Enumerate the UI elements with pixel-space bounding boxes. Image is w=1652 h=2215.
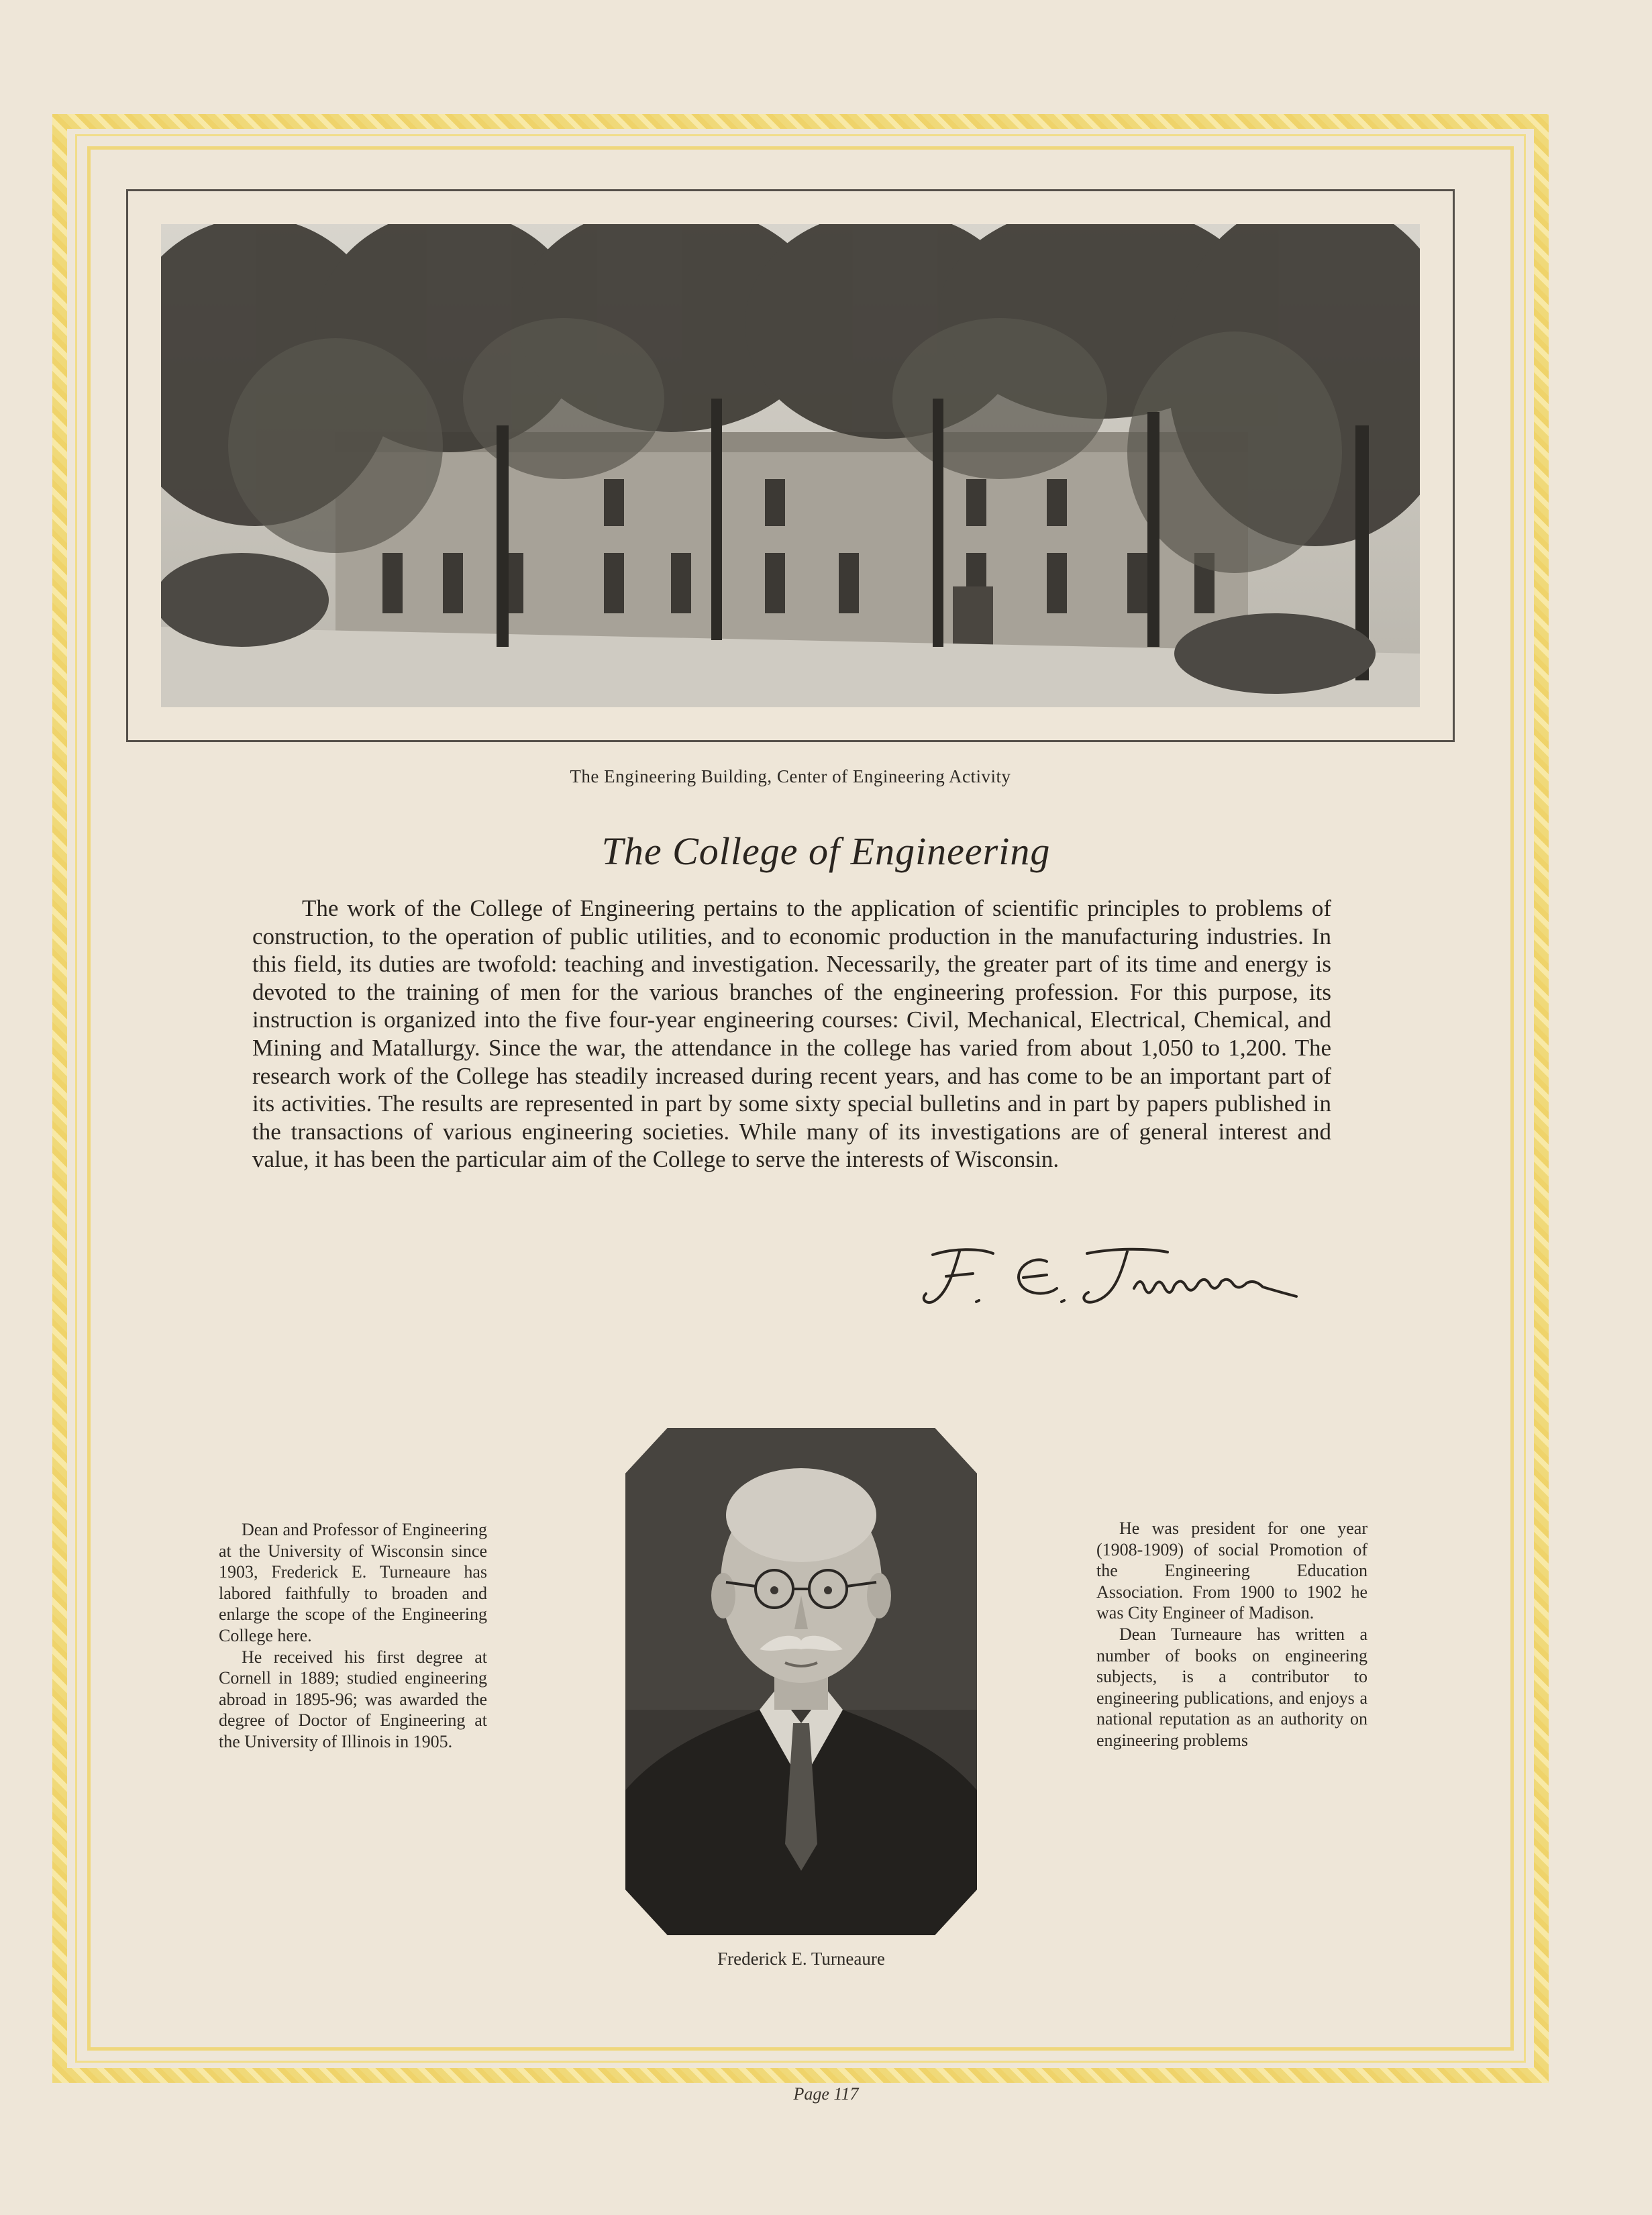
bio-paragraph: He received his first degree at Cornell in 1889; studied engineering abroad in 1895-96; was awarded the degree of Doctor of Engineering at the University of Illinois in 1905.	[219, 1647, 487, 1751]
bio-paragraph: Dean Turneaure has written a number of books on engineering subjects, is a contributor to engineering publications, and enjoys a national reputation as an authority on engineering problems	[1096, 1624, 1367, 1750]
photo-caption: The Engineering Building, Center of Engineering Activity	[570, 766, 1011, 786]
article-body: The work of the College of Engineering pertains to the application of scientific principles to problems of construction, to the operation of public utilities, and to economic production in the manufacturing industries. In this field, its duties are twofold: teaching and investigation. Necessarily, the greater part of its time and energy is devoted to the training of men for the various branches of the engineering profession. For this purpose, its instruction is organized into the five four-year engineering courses: Civil, Mechanical, Electrical, Chemical, and Mining and Matallurgy. Since the war, the attendance in the college has varied from about 1,050 to 1,200. The research work of the College has steadily increased during recent years, and has come to be an important part of its activities. The results are represented in part by some sixty special bulletins and in part by papers published in the transactions of various engineering societies. While many of its investigations are of general interest and value, it has been the particular aim of the College to serve the interests of Wisconsin.	[252, 895, 1331, 1173]
portrait-photo	[625, 1428, 977, 1935]
engineering-building-photo	[161, 224, 1420, 707]
bio-paragraph: He was president for one year (1908-1909) of social Promotion of the Engineering Education Association. From 1900 to 1902 he was City Engineer of Madison.	[1096, 1518, 1367, 1623]
bio-paragraph: Dean and Professor of Engineering at the University of Wisconsin since 1903, Frederick E. Turneaure has labored faithfully to broaden and enlarge the scope of the Engineering College here.	[219, 1520, 487, 1645]
page-number: Page 117	[793, 2084, 859, 2104]
article-title: The College of Engineering	[601, 829, 1051, 873]
bio-right-column	[1096, 1518, 1367, 1751]
portrait-caption: Frederick E. Turneaure	[717, 1949, 885, 1969]
dean-signature	[913, 1235, 1329, 1315]
bio-left-column	[219, 1519, 487, 1753]
